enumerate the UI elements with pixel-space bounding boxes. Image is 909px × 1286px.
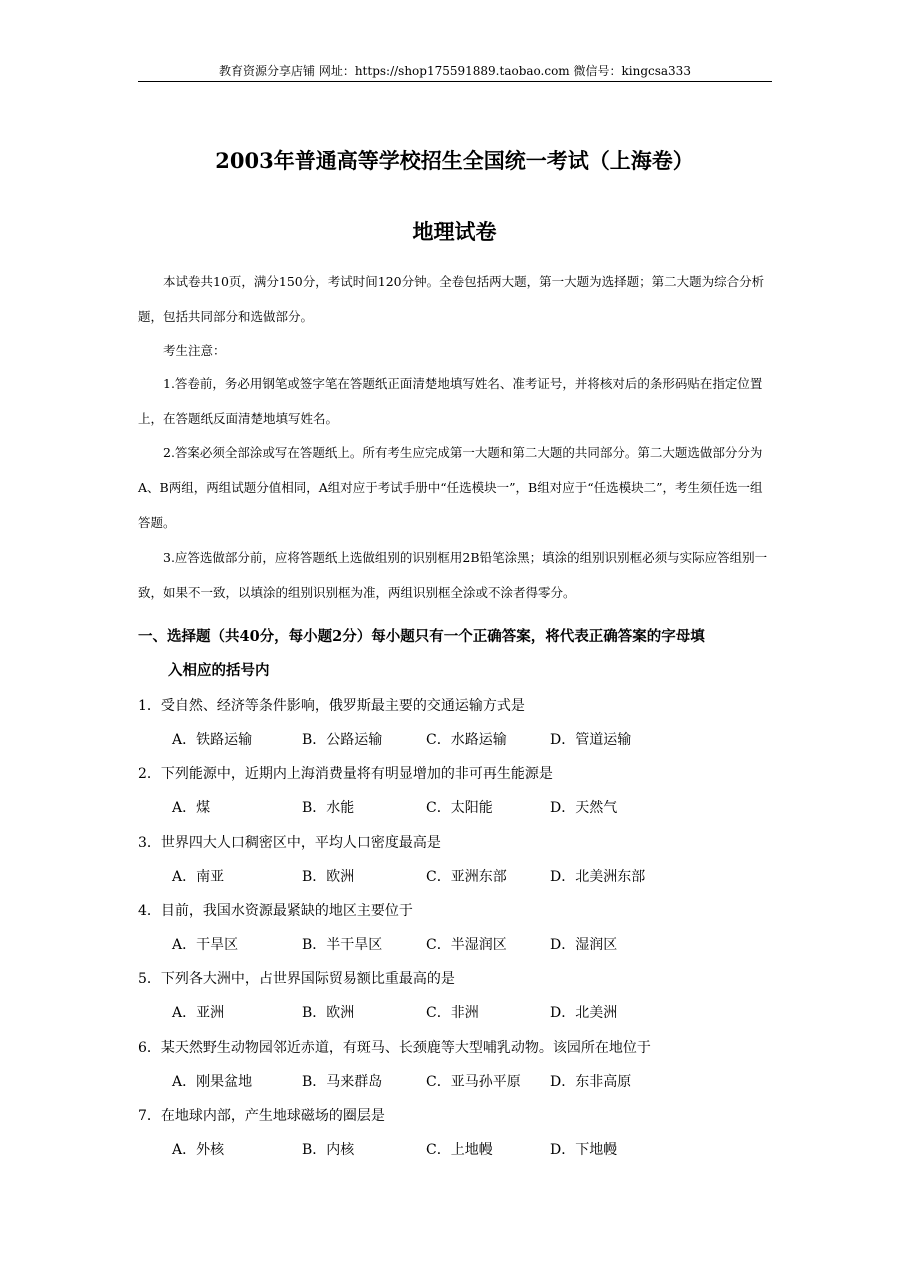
header-divider [138,81,772,82]
option-b: B．马来群岛 [302,1074,383,1090]
page-header: 教育资源分享店铺 网址：https://shop175591889.taobao.com 微信号：kingcsa333 [219,64,691,78]
section-heading-line2: 入相应的括号内 [168,662,270,679]
option-b: B．欧洲 [302,1005,355,1021]
question-4: 4．目前，我国水资源最紧缺的地区主要位于 [138,903,413,919]
option-c: C．水路运输 [426,732,507,748]
option-a: A．刚果盆地 [172,1074,253,1090]
option-c: C．太阳能 [426,800,493,816]
option-b: B．半干旱区 [302,937,383,953]
section-heading-line1: 一、选择题（共40分，每小题2分）每小题只有一个正确答案，将代表正确答案的字母填 [138,628,705,645]
exam-subtitle: 地理试卷 [412,219,497,244]
notice-heading: 考生注意： [163,343,226,358]
option-b: B．水能 [302,800,355,816]
option-d: D．下地幔 [550,1142,618,1158]
option-b: B．欧洲 [302,869,355,885]
option-a: A．铁路运输 [172,732,253,748]
option-c: C．亚洲东部 [426,869,507,885]
option-a: A．外核 [172,1142,225,1158]
note-3: 3.应答选做部分前，应将答题纸上选做组别的识别框用2B铅笔涂黑；填涂的组别识别框必须与实际应答组别一致，如果不一致，以填涂的组别识别框为准，两组识别框全涂或不涂者得零分。 [138,550,768,600]
option-a: A．煤 [172,800,211,816]
question-7: 7．在地球内部，产生地球磁场的圈层是 [138,1108,385,1124]
note-2: 2.答案必须全部涂或写在答题纸上。所有考生应完成第一大题和第二大题的共同部分。第二大题选做部分分为A、B两组，两组试题分值相同，A组对应于考试手册中“任选模块一”，B组对应于“任选模块二”，考生须任选一组答题。 [138,445,763,530]
option-b: B．公路运输 [302,732,383,748]
option-d: D．北美洲东部 [550,869,646,885]
exam-title: 2003年普通高等学校招生全国统一考试（上海卷） [215,148,694,173]
question-5: 5．下列各大洲中，占世界国际贸易额比重最高的是 [138,971,455,987]
option-a: A．干旱区 [172,937,239,953]
note-1: 1.答卷前，务必用钢笔或签字笔在答题纸正面清楚地填写姓名、准考证号，并将核对后的条形码贴在指定位置上，在答题纸反面清楚地填写姓名。 [138,376,763,426]
option-d: D．湿润区 [550,937,618,953]
option-d: D．天然气 [550,800,618,816]
question-3: 3．世界四大人口稠密区中，平均人口密度最高是 [138,835,441,851]
question-2: 2．下列能源中，近期内上海消费量将有明显增加的非可再生能源是 [138,766,553,782]
option-c: C．亚马孙平原 [426,1074,521,1090]
option-d: D．东非高原 [550,1074,632,1090]
option-b: B．内核 [302,1142,355,1158]
option-c: C．非洲 [426,1005,479,1021]
question-6: 6．某天然野生动物园邻近赤道，有斑马、长颈鹿等大型哺乳动物。该园所在地位于 [138,1040,651,1056]
option-a: A．南亚 [172,869,225,885]
intro-paragraph: 本试卷共10页，满分150分，考试时间120分钟。全卷包括两大题，第一大题为选择题；第二大题为综合分析题，包括共同部分和选做部分。 [138,274,765,324]
section-heading [138,620,772,688]
option-c: C．半湿润区 [426,937,507,953]
option-c: C．上地幔 [426,1142,493,1158]
option-d: D．管道运输 [550,732,632,748]
question-1: 1．受自然、经济等条件影响，俄罗斯最主要的交通运输方式是 [138,698,525,714]
option-a: A．亚洲 [172,1005,225,1021]
option-d: D．北美洲 [550,1005,618,1021]
